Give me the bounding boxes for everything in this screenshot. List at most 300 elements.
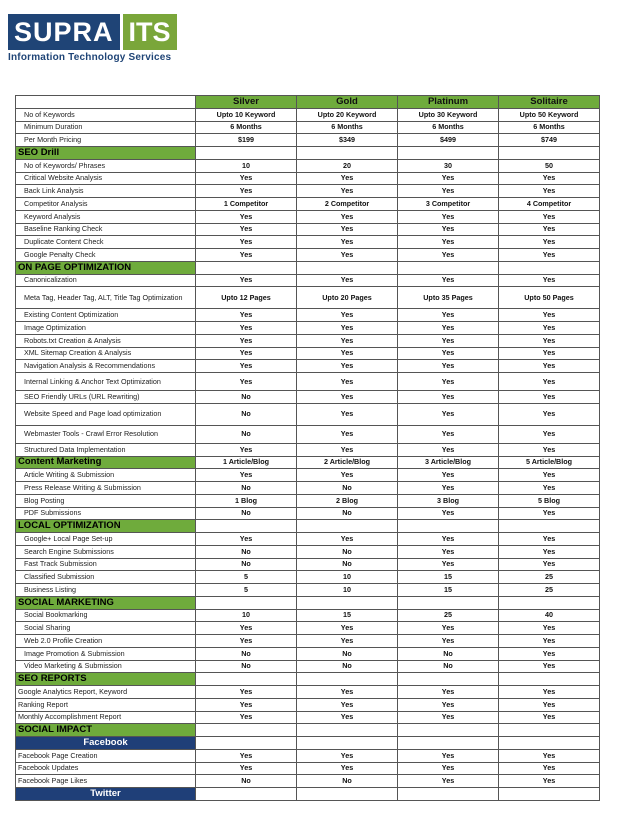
feature-value: Upto 35 Pages (398, 287, 499, 309)
feature-value: Yes (398, 403, 499, 425)
table-row (16, 507, 600, 520)
feature-value: Yes (196, 533, 297, 546)
section-empty-cell (297, 147, 398, 160)
feature-value: 20 (297, 159, 398, 172)
table-row (16, 360, 600, 373)
table-row (16, 172, 600, 185)
section-empty-cell (196, 261, 297, 274)
feature-value: Yes (499, 223, 600, 236)
feature-label: Duplicate Content Check (16, 236, 196, 249)
feature-value: Yes (196, 185, 297, 198)
feature-value: 3 Blog (398, 494, 499, 507)
feature-value: No (398, 647, 499, 660)
subsection-empty-cell (398, 737, 499, 750)
feature-value: No (196, 482, 297, 495)
section-empty-cell (499, 261, 600, 274)
brand-name-right: ITS (123, 14, 177, 50)
table-row (16, 762, 600, 775)
feature-value: Yes (297, 236, 398, 249)
table-row (16, 108, 600, 121)
table-row (16, 159, 600, 172)
section-empty-cell (398, 724, 499, 737)
section-empty-cell (398, 147, 499, 160)
feature-value: Yes (499, 507, 600, 520)
feature-value: 10 (297, 571, 398, 584)
feature-value: Yes (398, 686, 499, 699)
feature-value: Yes (499, 373, 600, 391)
section-value: 1 Article/Blog (196, 456, 297, 469)
subsection-row (16, 737, 600, 750)
table-row (16, 249, 600, 262)
table-row (16, 347, 600, 360)
feature-value: Yes (499, 622, 600, 635)
feature-value: Yes (398, 309, 499, 322)
section-empty-cell (297, 261, 398, 274)
feature-value: Upto 20 Keyword (297, 108, 398, 121)
table-row (16, 749, 600, 762)
feature-value: 10 (196, 159, 297, 172)
brand-tagline: Information Technology Services (8, 52, 172, 63)
table-row (16, 121, 600, 134)
feature-value: No (196, 647, 297, 660)
subsection-title: Facebook (16, 737, 196, 750)
table-row (16, 443, 600, 456)
feature-value: 2 Blog (297, 494, 398, 507)
feature-value: Yes (398, 322, 499, 335)
feature-value: Yes (297, 185, 398, 198)
section-title: Content Marketing (16, 456, 196, 469)
section-empty-cell (297, 673, 398, 686)
section-title: SOCIAL IMPACT (16, 724, 196, 737)
feature-value: 15 (398, 571, 499, 584)
feature-value: $349 (297, 134, 398, 147)
table-row (16, 622, 600, 635)
section-empty-cell (499, 724, 600, 737)
feature-value: No (196, 425, 297, 443)
feature-value: Yes (398, 482, 499, 495)
feature-label: Canonicalization (16, 274, 196, 287)
feature-label: Business Listing (16, 584, 196, 597)
feature-value: No (196, 507, 297, 520)
feature-label: Competitor Analysis (16, 198, 196, 211)
section-empty-cell (499, 520, 600, 533)
feature-value: Yes (398, 334, 499, 347)
feature-label: Social Bookmarking (16, 609, 196, 622)
section-row (16, 261, 600, 274)
feature-value: 25 (499, 584, 600, 597)
feature-value: No (297, 647, 398, 660)
feature-value: Yes (499, 309, 600, 322)
feature-value: Yes (297, 249, 398, 262)
table-row (16, 425, 600, 443)
table-row (16, 647, 600, 660)
feature-label: Existing Content Optimization (16, 309, 196, 322)
feature-label: Facebook Page Likes (16, 775, 196, 788)
feature-value: Yes (297, 347, 398, 360)
plan-gold: Gold (297, 96, 398, 109)
feature-label: Google Penalty Check (16, 249, 196, 262)
table-row (16, 210, 600, 223)
feature-label: Classified Submission (16, 571, 196, 584)
table-row (16, 558, 600, 571)
feature-value: 5 (196, 584, 297, 597)
feature-value: Yes (499, 403, 600, 425)
feature-value: 6 Months (196, 121, 297, 134)
feature-value: Yes (297, 686, 398, 699)
feature-value: 6 Months (398, 121, 499, 134)
feature-label: Press Release Writing & Submission (16, 482, 196, 495)
feature-value: Yes (297, 443, 398, 456)
feature-label: Fast Track Submission (16, 558, 196, 571)
feature-value: Yes (196, 334, 297, 347)
section-empty-cell (499, 673, 600, 686)
feature-value: No (297, 558, 398, 571)
feature-value: Yes (297, 172, 398, 185)
feature-value: No (398, 660, 499, 673)
feature-value: No (196, 660, 297, 673)
feature-value: Yes (499, 558, 600, 571)
table-row (16, 609, 600, 622)
feature-value: Yes (499, 762, 600, 775)
feature-value: Yes (398, 360, 499, 373)
section-empty-cell (196, 147, 297, 160)
feature-value: Upto 50 Pages (499, 287, 600, 309)
feature-value: Yes (499, 210, 600, 223)
feature-value: Yes (297, 223, 398, 236)
table-row (16, 373, 600, 391)
table-row (16, 494, 600, 507)
feature-value: Yes (398, 507, 499, 520)
header-corner (16, 96, 196, 109)
feature-label: Blog Posting (16, 494, 196, 507)
subsection-title: Twitter (16, 788, 196, 801)
feature-value: Yes (398, 210, 499, 223)
feature-value: Yes (398, 274, 499, 287)
feature-value: Yes (196, 309, 297, 322)
section-empty-cell (499, 147, 600, 160)
table-row (16, 223, 600, 236)
section-title: SEO Drill (16, 147, 196, 160)
feature-label: Image Optimization (16, 322, 196, 335)
section-title: LOCAL OPTIMIZATION (16, 520, 196, 533)
feature-value: Yes (196, 373, 297, 391)
feature-value: Yes (196, 469, 297, 482)
feature-label: Facebook Page Creation (16, 749, 196, 762)
subsection-empty-cell (398, 788, 499, 801)
feature-value: Yes (398, 545, 499, 558)
feature-value: $499 (398, 134, 499, 147)
feature-value: Yes (398, 236, 499, 249)
feature-label: SEO Friendly URLs (URL Rewriting) (16, 391, 196, 404)
table-row (16, 322, 600, 335)
feature-value: Upto 12 Pages (196, 287, 297, 309)
feature-value: Yes (398, 249, 499, 262)
section-value: 3 Article/Blog (398, 456, 499, 469)
table-row (16, 584, 600, 597)
subsection-empty-cell (196, 737, 297, 750)
table-row (16, 134, 600, 147)
feature-value: Yes (499, 347, 600, 360)
feature-value: Yes (196, 686, 297, 699)
feature-value: Yes (398, 533, 499, 546)
feature-value: Yes (196, 347, 297, 360)
feature-value: 6 Months (499, 121, 600, 134)
feature-value: Yes (499, 249, 600, 262)
feature-value: Yes (398, 373, 499, 391)
feature-value: No (297, 482, 398, 495)
feature-value: $749 (499, 134, 600, 147)
subsection-row (16, 788, 600, 801)
feature-value: Yes (196, 749, 297, 762)
feature-value: Yes (499, 391, 600, 404)
section-title: ON PAGE OPTIMIZATION (16, 261, 196, 274)
feature-value: Yes (297, 533, 398, 546)
feature-value: Yes (398, 711, 499, 724)
feature-value: Yes (196, 698, 297, 711)
feature-value: 1 Competitor (196, 198, 297, 211)
feature-value: Yes (297, 469, 398, 482)
feature-label: Image Promotion & Submission (16, 647, 196, 660)
section-empty-cell (196, 520, 297, 533)
feature-value: Yes (297, 334, 398, 347)
feature-label: Ranking Report (16, 698, 196, 711)
table-row (16, 635, 600, 648)
feature-value: Yes (297, 635, 398, 648)
feature-value: Yes (398, 425, 499, 443)
feature-value: Yes (297, 711, 398, 724)
feature-value: Yes (499, 545, 600, 558)
feature-label: Minimum Duration (16, 121, 196, 134)
feature-label: Internal Linking & Anchor Text Optimization (16, 373, 196, 391)
section-row (16, 520, 600, 533)
feature-value: Yes (297, 360, 398, 373)
feature-value: 10 (297, 584, 398, 597)
section-row (16, 147, 600, 160)
section-empty-cell (398, 596, 499, 609)
feature-label: No of Keywords (16, 108, 196, 121)
feature-label: Article Writing & Submission (16, 469, 196, 482)
feature-value: Yes (297, 309, 398, 322)
feature-value: Yes (196, 711, 297, 724)
feature-value: Yes (499, 647, 600, 660)
feature-value: Yes (499, 660, 600, 673)
feature-value: Yes (196, 443, 297, 456)
feature-value: Yes (499, 322, 600, 335)
section-empty-cell (196, 673, 297, 686)
table-row (16, 711, 600, 724)
feature-value: Yes (499, 172, 600, 185)
feature-value: No (297, 545, 398, 558)
feature-label: Meta Tag, Header Tag, ALT, Title Tag Optimization (16, 287, 196, 309)
plan-silver: Silver (196, 96, 297, 109)
feature-value: Yes (398, 391, 499, 404)
feature-value: Yes (398, 762, 499, 775)
feature-value: Yes (196, 360, 297, 373)
feature-value: Yes (398, 558, 499, 571)
section-empty-cell (398, 520, 499, 533)
feature-label: Website Speed and Page load optimization (16, 403, 196, 425)
feature-value: 5 (196, 571, 297, 584)
subsection-empty-cell (196, 788, 297, 801)
table-row (16, 533, 600, 546)
feature-value: No (196, 775, 297, 788)
feature-label: Monthly Accomplishment Report (16, 711, 196, 724)
subsection-empty-cell (297, 737, 398, 750)
feature-label: Navigation Analysis & Recommendations (16, 360, 196, 373)
table-row (16, 698, 600, 711)
feature-value: Yes (398, 469, 499, 482)
feature-value: Yes (297, 403, 398, 425)
feature-value: Yes (499, 482, 600, 495)
plan-solitaire: Solitaire (499, 96, 600, 109)
feature-value: Yes (196, 223, 297, 236)
feature-value: Yes (398, 749, 499, 762)
table-row (16, 309, 600, 322)
section-empty-cell (398, 673, 499, 686)
feature-value: No (297, 507, 398, 520)
feature-label: Structured Data Implementation (16, 443, 196, 456)
feature-label: Search Engine Submissions (16, 545, 196, 558)
table-row (16, 775, 600, 788)
table-row (16, 545, 600, 558)
feature-value: 1 Blog (196, 494, 297, 507)
feature-value: Yes (398, 622, 499, 635)
feature-value: Yes (196, 274, 297, 287)
feature-value: Upto 20 Pages (297, 287, 398, 309)
feature-value: 10 (196, 609, 297, 622)
feature-value: 30 (398, 159, 499, 172)
feature-label: No of Keywords/ Phrases (16, 159, 196, 172)
section-empty-cell (297, 520, 398, 533)
section-row (16, 673, 600, 686)
feature-value: Yes (297, 749, 398, 762)
feature-value: Yes (196, 635, 297, 648)
feature-value: 2 Competitor (297, 198, 398, 211)
feature-label: Facebook Updates (16, 762, 196, 775)
feature-value: Yes (499, 443, 600, 456)
feature-label: PDF Submissions (16, 507, 196, 520)
feature-value: Yes (499, 533, 600, 546)
feature-value: Yes (499, 360, 600, 373)
section-empty-cell (196, 724, 297, 737)
feature-label: Webmaster Tools - Crawl Error Resolution (16, 425, 196, 443)
table-row (16, 403, 600, 425)
feature-value: Yes (499, 185, 600, 198)
section-row (16, 596, 600, 609)
table-row (16, 198, 600, 211)
section-row (16, 724, 600, 737)
section-title: SOCIAL MARKETING (16, 596, 196, 609)
feature-value: Yes (297, 322, 398, 335)
feature-value: Yes (398, 698, 499, 711)
feature-value: No (196, 403, 297, 425)
feature-value: Yes (499, 274, 600, 287)
feature-value: Yes (499, 698, 600, 711)
section-title: SEO REPORTS (16, 673, 196, 686)
pricing-table (15, 95, 600, 801)
feature-value: Yes (297, 425, 398, 443)
feature-value: Yes (297, 391, 398, 404)
feature-value: Yes (196, 622, 297, 635)
feature-value: No (196, 391, 297, 404)
feature-value: 5 Blog (499, 494, 600, 507)
section-empty-cell (297, 724, 398, 737)
feature-value: Yes (196, 236, 297, 249)
feature-value: 4 Competitor (499, 198, 600, 211)
feature-label: Web 2.0 Profile Creation (16, 635, 196, 648)
feature-value: Yes (398, 775, 499, 788)
section-empty-cell (499, 596, 600, 609)
feature-value: Yes (398, 172, 499, 185)
feature-value: Yes (196, 249, 297, 262)
subsection-empty-cell (499, 788, 600, 801)
feature-value: Yes (499, 469, 600, 482)
feature-value: 3 Competitor (398, 198, 499, 211)
feature-label: Google Analytics Report, Keyword (16, 686, 196, 699)
section-row (16, 456, 600, 469)
feature-value: Yes (398, 185, 499, 198)
table-row (16, 274, 600, 287)
feature-value: Yes (196, 762, 297, 775)
feature-value: Yes (297, 762, 398, 775)
feature-value: Yes (499, 635, 600, 648)
feature-value: Yes (398, 443, 499, 456)
feature-value: Upto 30 Keyword (398, 108, 499, 121)
section-empty-cell (398, 261, 499, 274)
feature-label: XML Sitemap Creation & Analysis (16, 347, 196, 360)
brand-logo (8, 14, 178, 66)
feature-value: Yes (297, 698, 398, 711)
feature-label: Per Month Pricing (16, 134, 196, 147)
table-row (16, 391, 600, 404)
feature-value: 6 Months (297, 121, 398, 134)
feature-value: Yes (297, 373, 398, 391)
feature-value: Yes (196, 210, 297, 223)
feature-value: No (297, 660, 398, 673)
table-row (16, 482, 600, 495)
header-row (16, 96, 600, 109)
table-row (16, 660, 600, 673)
feature-value: Yes (297, 622, 398, 635)
section-empty-cell (297, 596, 398, 609)
feature-value: Yes (297, 274, 398, 287)
brand-name-left: SUPRA (8, 14, 120, 50)
feature-value: Yes (499, 775, 600, 788)
feature-value: Yes (398, 347, 499, 360)
plan-platinum: Platinum (398, 96, 499, 109)
feature-value: 50 (499, 159, 600, 172)
feature-label: Social Sharing (16, 622, 196, 635)
feature-value: Yes (398, 635, 499, 648)
feature-value: No (196, 545, 297, 558)
feature-value: Yes (499, 711, 600, 724)
feature-label: Baseline Ranking Check (16, 223, 196, 236)
feature-value: Yes (499, 749, 600, 762)
feature-value: Yes (499, 334, 600, 347)
table-row (16, 571, 600, 584)
feature-value: $199 (196, 134, 297, 147)
table-row (16, 334, 600, 347)
feature-value: Yes (297, 210, 398, 223)
subsection-empty-cell (499, 737, 600, 750)
feature-value: 15 (297, 609, 398, 622)
feature-label: Video Marketing & Submission (16, 660, 196, 673)
feature-label: Back Link Analysis (16, 185, 196, 198)
feature-label: Robots.txt Creation & Analysis (16, 334, 196, 347)
feature-value: Upto 50 Keyword (499, 108, 600, 121)
feature-value: Yes (196, 322, 297, 335)
feature-value: Yes (499, 425, 600, 443)
